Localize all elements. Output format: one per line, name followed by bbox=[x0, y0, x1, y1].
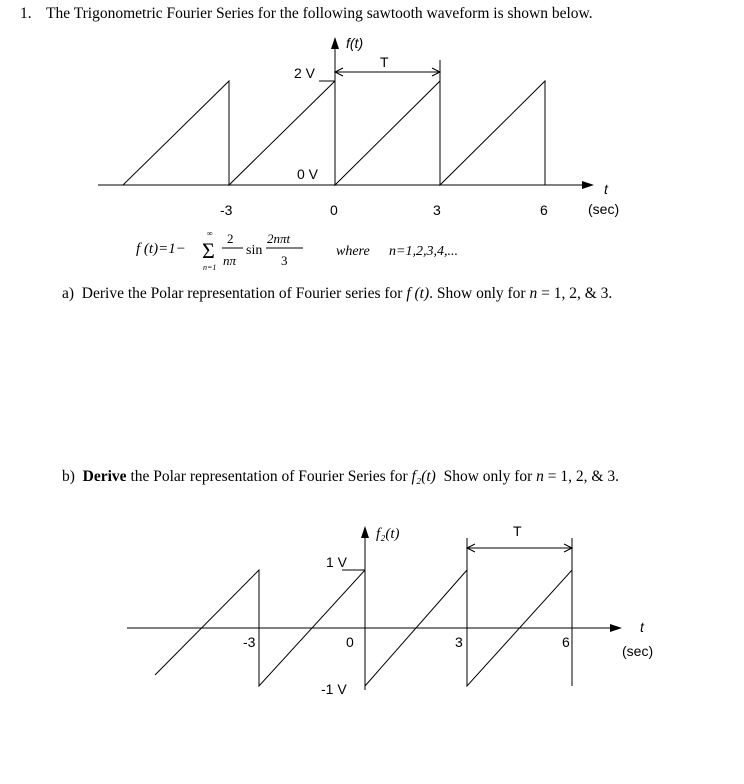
coef-denominator: nπ bbox=[223, 253, 237, 268]
unit-label: (sec) bbox=[588, 201, 620, 217]
x-tick-label: 3 bbox=[455, 634, 463, 650]
y-top-label: 1 V bbox=[326, 554, 348, 570]
arg-denominator: 3 bbox=[281, 253, 288, 268]
f-of-t-label: f(t) bbox=[346, 35, 364, 51]
y-axis-arrow-icon bbox=[331, 37, 339, 49]
x-tick-label: -3 bbox=[220, 202, 233, 218]
formula-lhs: f (t)=1− bbox=[136, 241, 186, 257]
part-b-question bbox=[62, 468, 619, 486]
arg-numerator: 2nπt bbox=[267, 231, 291, 246]
part-b-text-2: Show only for bbox=[443, 468, 533, 485]
sum-upper-limit: ∞ bbox=[207, 229, 213, 238]
part-b-n: n bbox=[536, 468, 544, 485]
where-text: where bbox=[336, 244, 370, 259]
t-axis-label: t bbox=[640, 619, 644, 635]
part-a-n: n bbox=[529, 285, 538, 302]
sawtooth-graph-1 bbox=[0, 0, 744, 240]
y-bottom-label: -1 V bbox=[321, 681, 347, 697]
sigma-symbol: Σ bbox=[202, 238, 215, 263]
t-axis-label: t bbox=[604, 181, 608, 197]
n-values: n=1,2,3,4,... bbox=[389, 244, 458, 259]
x-axis-arrow-icon bbox=[582, 181, 594, 189]
y-zero-label: 0 V bbox=[297, 166, 319, 182]
sawtooth-graph-2 bbox=[0, 510, 744, 784]
part-a-text-2: . Show only for bbox=[429, 285, 526, 302]
part-b-bold-word: Derive bbox=[82, 468, 127, 485]
question-number: 1. bbox=[20, 5, 32, 22]
x-tick-label: 6 bbox=[540, 202, 548, 218]
y-top-label: 2 V bbox=[294, 65, 316, 81]
part-a-function: f (t) bbox=[406, 285, 430, 302]
x-tick-label: 6 bbox=[562, 634, 570, 650]
part-b-text: the Polar representation of Fourier Series for bbox=[130, 468, 408, 485]
f2-of-t-label: f₂(t) bbox=[376, 526, 400, 542]
y-axis-arrow-icon bbox=[361, 526, 369, 538]
part-b-function: f₂(t) bbox=[411, 468, 436, 485]
part-b-label: b) bbox=[62, 468, 75, 485]
x-tick-label: 3 bbox=[433, 202, 441, 218]
fourier-series-formula bbox=[0, 225, 744, 275]
unit-label: (sec) bbox=[622, 643, 654, 659]
sin-function: sin bbox=[246, 243, 263, 258]
sum-lower-limit: n=1 bbox=[203, 263, 217, 272]
period-label: T bbox=[513, 523, 522, 539]
period-label: T bbox=[380, 54, 389, 70]
x-tick-label: 0 bbox=[330, 202, 338, 218]
x-axis-arrow-icon bbox=[610, 624, 622, 632]
part-b-values: = 1, 2, & 3. bbox=[547, 468, 619, 485]
part-a-label: a) bbox=[62, 285, 75, 302]
x-tick-label: -3 bbox=[243, 634, 256, 650]
x-tick-label: 0 bbox=[346, 634, 354, 650]
part-a-text: Derive the Polar representation of Fourier series for bbox=[81, 285, 403, 302]
sawtooth-waveform bbox=[123, 81, 545, 185]
part-a-values: = 1, 2, & 3. bbox=[541, 285, 613, 302]
part-a-question bbox=[62, 285, 612, 303]
question-text: The Trigonometric Fourier Series for the following sawtooth waveform is shown below. bbox=[46, 5, 593, 22]
coef-numerator: 2 bbox=[227, 231, 234, 246]
